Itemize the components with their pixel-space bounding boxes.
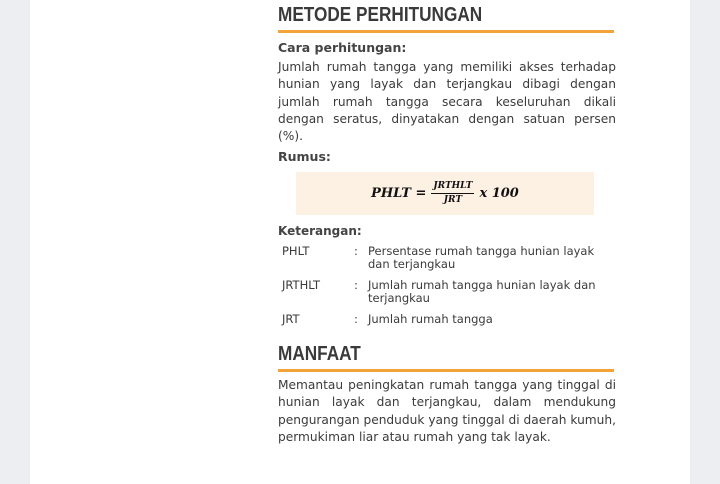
methods-title: METODE PERHITUNGAN — [278, 4, 483, 26]
legend-term: PHLT — [282, 244, 310, 259]
legend-row — [282, 245, 616, 270]
benefit-title-rule — [278, 369, 614, 372]
formula-numerator: JRTHLT — [431, 181, 474, 194]
formula-denominator: JRT — [443, 195, 463, 206]
legend-row — [282, 313, 616, 326]
formula-lhs: PHLT = — [371, 186, 427, 202]
legend-colon: : — [354, 278, 358, 293]
methods-section — [278, 0, 616, 326]
document-page — [30, 0, 690, 484]
methods-title-rule — [278, 30, 614, 33]
calc-heading: Cara perhitungan: — [278, 40, 407, 55]
benefit-paragraph: Memantau peningkatan rumah tangga yang tinggal di hunian layak dan terjangkau, dalam mendukung pengurangan penduduk yang tinggal di daerah kumuh, permukiman liar atau rumah yang tak layak. — [278, 377, 616, 444]
legend-definition: Jumlah rumah tangga — [368, 312, 493, 327]
formula-fraction — [431, 181, 474, 206]
formula-multiplier: x 100 — [479, 186, 519, 202]
content-column — [278, 0, 616, 446]
benefit-title: MANFAAT — [278, 342, 361, 365]
benefit-section — [278, 342, 616, 446]
legend-row — [282, 279, 616, 304]
legend-definition: Persentase rumah tangga hunian layak dan terjangkau — [368, 244, 595, 271]
legend-colon: : — [354, 312, 358, 327]
legend-term: JRTHLT — [282, 278, 321, 293]
legend-heading: Keterangan: — [278, 224, 362, 239]
legend-colon: : — [354, 244, 358, 259]
calc-paragraph: Jumlah rumah tangga yang memiliki akses terhadap hunian yang layak dan terjangkau dibagi dengan jumlah rumah tangga secara keseluruhan dikali dengan seratus, dinyatakan dengan satuan persen (%). — [278, 60, 616, 144]
legend-term: JRT — [282, 312, 300, 327]
legend-list — [282, 245, 616, 326]
legend-definition: Jumlah rumah tangga hunian layak dan terjangkau — [368, 278, 596, 305]
formula-heading: Rumus: — [278, 149, 331, 165]
formula-box — [296, 172, 594, 215]
